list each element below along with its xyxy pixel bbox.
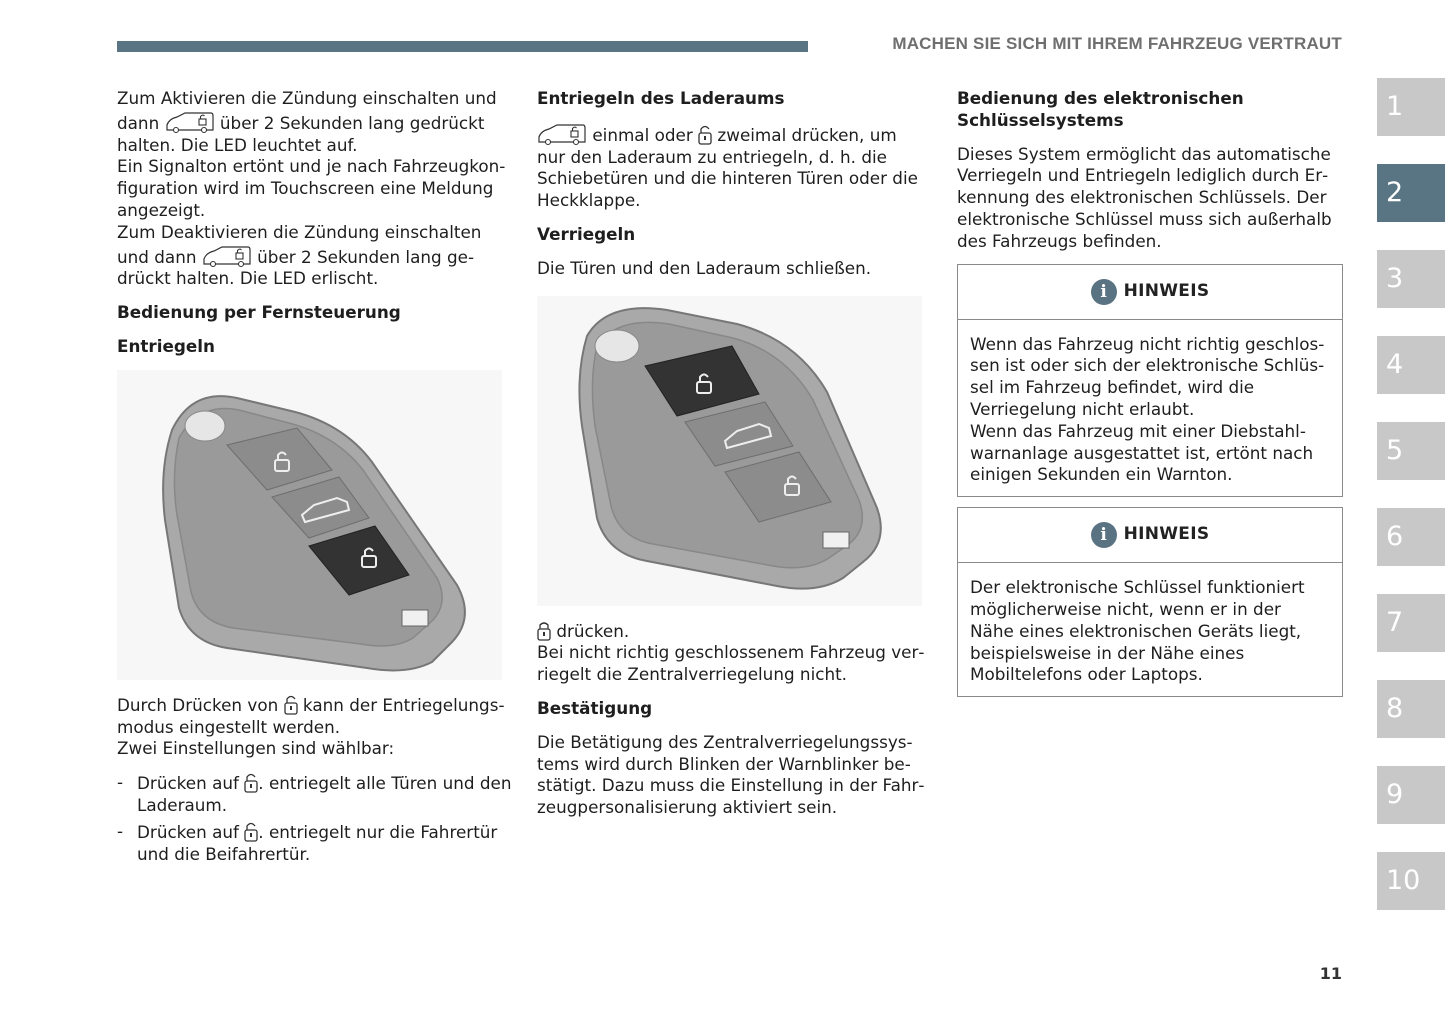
- header-bar: [117, 41, 808, 52]
- padlock-lock-icon: [537, 620, 551, 642]
- van-unlock-icon: [165, 110, 215, 134]
- paragraph-not-locked: Bei nicht richtig geschlossenem Fahrzeug verriegelt die Zentralverriegelung nicht.: [537, 642, 925, 685]
- column-1: [117, 88, 512, 865]
- note-box: [957, 507, 1343, 697]
- note-label: HINWEIS: [1123, 524, 1210, 545]
- van-unlock-icon: [537, 122, 587, 146]
- page-number: 11: [1319, 964, 1342, 983]
- heading-lock: Verriegeln: [537, 223, 636, 244]
- column-2: [537, 88, 927, 819]
- key-fob-image-unlock: [117, 370, 502, 680]
- chapter-tab-8[interactable]: 8: [1377, 680, 1445, 738]
- chapter-tab-1[interactable]: 1: [1377, 78, 1445, 136]
- chapter-tab-2[interactable]: 2: [1377, 164, 1445, 222]
- paragraph-confirm: Die Betätigung des Zentralverriegelungssystems wird durch Blinken der Warnblinker bestätigt. Dazu muss die Einstellung in der Fahrzeugpersonalisierung aktiviert sein.: [537, 731, 925, 818]
- list-item: - Drücken auf . entriegelt alle Türen und den Laderaum.: [117, 772, 512, 815]
- chapter-tab-3[interactable]: 3: [1377, 250, 1445, 308]
- heading-unlock: Entriegeln: [117, 335, 215, 356]
- note-body: Wenn das Fahrzeug nicht richtig geschlossen ist oder sich der elektronische Schlüssel im Fahrzeug befindet, wird die Verriegelung nicht erlaubt. Wenn das Fahrzeug mit einer Diebstahlwarnanlage ausgestattet ist, ertönt nach einigen Sekunden ein Warnton.: [970, 333, 1325, 485]
- note-body: Der elektronische Schlüssel funktioniert möglicherweise nicht, wenn er in der Nähe eines elektronischen Geräts liegt, beispielsweise in der Nähe eines Mobiltelefons oder Laptops.: [970, 577, 1305, 685]
- info-icon: i: [1091, 522, 1117, 548]
- info-icon: i: [1091, 279, 1117, 305]
- heading-cargo-unlock: Entriegeln des Laderaums: [537, 88, 785, 108]
- chapter-title: MACHEN SIE SICH MIT IHREM FAHRZEUG VERTRAUT: [892, 34, 1342, 53]
- heading-keyless: Bedienung des elektronischen Schlüsselsystems: [957, 88, 1244, 130]
- key-fob-image-lock: [537, 296, 922, 606]
- paragraph-signal: Ein Signalton ertönt und je nach Fahrzeugkonfiguration wird im Touchscreen eine Meldung angezeigt.: [117, 156, 506, 220]
- padlock-unlock-icon: [698, 124, 712, 146]
- heading-confirm: Bestätigung: [537, 697, 653, 718]
- note-header: [958, 508, 1342, 563]
- paragraph-cargo: einmal oder zweimal drücken, um nur den Laderaum zu entriegeln, d. h. die Schiebetüren und die hinteren Türen oder die Heckklappe.: [537, 122, 927, 212]
- heading-remote: Bedienung per Fernsteuerung: [117, 302, 401, 323]
- note-box: [957, 264, 1343, 498]
- list-item: - Drücken auf . entriegelt nur die Fahrertür und die Beifahrertür.: [117, 820, 498, 864]
- chapter-tab-4[interactable]: 4: [1377, 336, 1445, 394]
- settings-list: [117, 772, 512, 865]
- paragraph-unlock-mode: Durch Drücken von kann der Entriegelungsmodus eingestellt werden.: [117, 694, 505, 737]
- note-label: HINWEIS: [1123, 280, 1210, 301]
- paragraph-press-lock: drücken.: [537, 620, 927, 643]
- chapter-tab-9[interactable]: 9: [1377, 766, 1445, 824]
- van-unlock-icon: [202, 244, 252, 268]
- chapter-tab-7[interactable]: 7: [1377, 594, 1445, 652]
- paragraph-settings: Zwei Einstellungen sind wählbar:: [117, 738, 395, 759]
- paragraph-lock: Die Türen und den Laderaum schließen.: [537, 257, 872, 278]
- paragraph-keyless: Dieses System ermöglicht das automatische Verriegeln und Entriegeln lediglich durch Erkennung des elektronischen Schlüssels. Der elektronische Schlüssel muss sich außerhalb des Fahrzeugs befinden.: [957, 143, 1332, 251]
- chapter-tab-10[interactable]: 10: [1377, 852, 1445, 910]
- padlock-unlock-icon: [284, 694, 298, 716]
- paragraph-deactivate: Zum Deaktivieren die Zündung einschalten und dann über 2 Sekunden lang gedrückt halten. Die LED erlischt.: [117, 221, 482, 289]
- padlock-unlock-icon: [244, 772, 258, 794]
- padlock-unlock-icon: [244, 821, 258, 843]
- column-3: [957, 88, 1343, 697]
- chapter-tab-6[interactable]: 6: [1377, 508, 1445, 566]
- chapter-tab-5[interactable]: 5: [1377, 422, 1445, 480]
- paragraph-activate: Zum Aktivieren die Zündung einschalten und dann über 2 Sekunden lang gedrückt halten. Die LED leuchtet auf.: [117, 88, 497, 155]
- note-header: [958, 265, 1342, 320]
